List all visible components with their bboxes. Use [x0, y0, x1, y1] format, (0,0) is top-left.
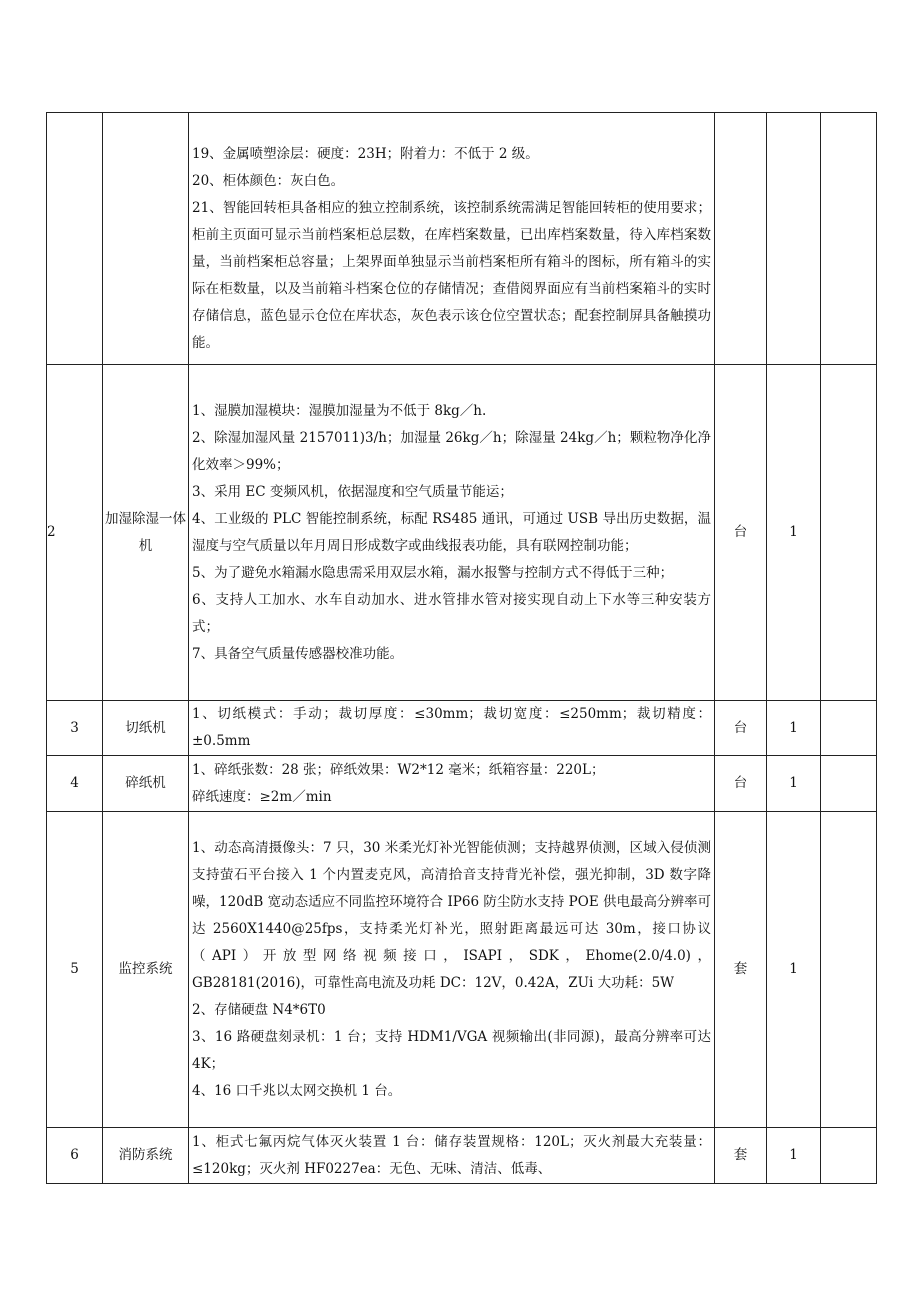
- spec-line: 20、柜体颜色：灰白色。: [192, 172, 345, 189]
- item-quantity: 1: [767, 756, 821, 812]
- row-number: [47, 113, 103, 365]
- item-spec: [189, 756, 715, 812]
- item-note: [821, 1128, 877, 1184]
- table-row: [47, 701, 877, 756]
- item-spec: [189, 1128, 715, 1184]
- item-spec: [189, 113, 715, 365]
- spec-line: 2、存储硬盘 N4*6T0: [192, 1001, 326, 1018]
- spec-line: 7、具备空气质量传感器校准功能。: [192, 645, 404, 662]
- row-number: 5: [47, 812, 103, 1128]
- item-unit: [715, 113, 767, 365]
- row-number: 2: [47, 365, 103, 701]
- item-unit: 台: [715, 365, 767, 701]
- table-row: [47, 812, 877, 1128]
- row-number: 3: [47, 701, 103, 756]
- spec-line: 1、动态高清摄像头：7 只，30 米柔光灯补光智能侦测；支持越界侦测，区域入侵侦测支持萤石平台接入 1 个内置麦克风，高清拾音支持背光补偿，强光抑制，3D 数字降噪，120dB 宽动态适应不同监控环境符合 IP66 防尘防水支持 POE 供电最高分辨率可达 2560X1440@25fps，支持柔光灯补光，照射距离最远可达 30m，接口协议（API）开放型网络视频接口，ISAPI，SDK，Ehome(2.0/4.0)，GB28181(2016)，可靠性高电流及功耗 DC：12V，0.42A，ZUi 大功耗：5W: [192, 839, 711, 991]
- spec-line: 2、除湿加湿风量 2157011)3/h；加湿量 26kg／h；除湿量 24kg／h；颗粒物净化净化效率＞99%；: [192, 429, 711, 473]
- spec-line: 19、金属喷塑涂层：硬度：23H；附着力：不低于 2 级。: [192, 145, 539, 162]
- item-name: 切纸机: [103, 701, 189, 756]
- item-unit: 套: [715, 1128, 767, 1184]
- row-number: 4: [47, 756, 103, 812]
- spec-line: 1、碎纸张数：28 张；碎纸效果：W2*12 毫米；纸箱容量：220L；: [192, 761, 605, 778]
- item-unit: 套: [715, 812, 767, 1128]
- table-row: [47, 365, 877, 701]
- spec-line: 1、切纸模式：手动；裁切厚度：≤30mm；裁切宽度：≤250mm；裁切精度：±0.5mm: [192, 706, 711, 749]
- spec-line: 3、16 路硬盘刻录机：1 台；支持 HDM1/VGA 视频输出(非同源)，最高分辨率可达 4K；: [192, 1028, 711, 1072]
- spec-line: 1、柜式七氟丙烷气体灭火装置 1 台：储存装置规格：120L；灭火剂最大充装量：≤120kg；灭火剂 HF0227ea：无色、无味、清洁、低毒、: [192, 1133, 711, 1177]
- item-name: 消防系统: [103, 1128, 189, 1184]
- spec-line: 3、采用 EC 变频风机，依据湿度和空气质量节能运；: [192, 483, 513, 500]
- table-row: [47, 1128, 877, 1184]
- item-spec: [189, 812, 715, 1128]
- equipment-spec-table: [46, 112, 877, 1184]
- table-row: [47, 113, 877, 365]
- spec-line: 21、智能回转柜具备相应的独立控制系统，该控制系统需满足智能回转柜的使用要求；柜前主页面可显示当前档案柜总层数，在库档案数量，已出库档案数量，待入库档案数量，当前档案柜总容量；上架界面单独显示当前档案柜所有箱斗的图标，所有箱斗的实际在柜数量，以及当前箱斗档案仓位的存储情况；查借阅界面应有当前档案箱斗的实时存储信息，蓝色显示仓位在库状态，灰色表示该仓位空置状态；配套控制屏具备触摸功能。: [192, 199, 711, 351]
- item-spec: [189, 701, 715, 756]
- item-spec: [189, 365, 715, 701]
- item-note: [821, 812, 877, 1128]
- item-name: [103, 113, 189, 365]
- spec-line: 4、16 口千兆以太网交换机 1 台。: [192, 1082, 402, 1099]
- row-number: 6: [47, 1128, 103, 1184]
- item-quantity: 1: [767, 365, 821, 701]
- item-unit: 台: [715, 756, 767, 812]
- spec-line: 6、支持人工加水、水车自动加水、进水管排水管对接实现自动上下水等三种安装方式；: [192, 591, 711, 635]
- spec-line: 4、工业级的 PLC 智能控制系统，标配 RS485 通讯，可通过 USB 导出历史数据，温湿度与空气质量以年月周日形成数字或曲线报表功能，具有联网控制功能；: [192, 510, 711, 554]
- item-name: 碎纸机: [103, 756, 189, 812]
- item-unit: 台: [715, 701, 767, 756]
- spec-line: 1、湿膜加湿模块：湿膜加湿量为不低于 8kg／h.: [192, 402, 487, 419]
- item-note: [821, 113, 877, 365]
- item-note: [821, 701, 877, 756]
- table-row: [47, 756, 877, 812]
- item-quantity: 1: [767, 701, 821, 756]
- item-quantity: [767, 113, 821, 365]
- spec-line: 碎纸速度：≥2m／min: [192, 788, 332, 805]
- item-quantity: 1: [767, 812, 821, 1128]
- item-note: [821, 756, 877, 812]
- spec-line: 5、为了避免水箱漏水隐患需采用双层水箱，漏水报警与控制方式不得低于三种；: [192, 564, 674, 581]
- item-name: 监控系统: [103, 812, 189, 1128]
- item-note: [821, 365, 877, 701]
- item-quantity: 1: [767, 1128, 821, 1184]
- item-name: 加湿除湿一体机: [103, 365, 189, 701]
